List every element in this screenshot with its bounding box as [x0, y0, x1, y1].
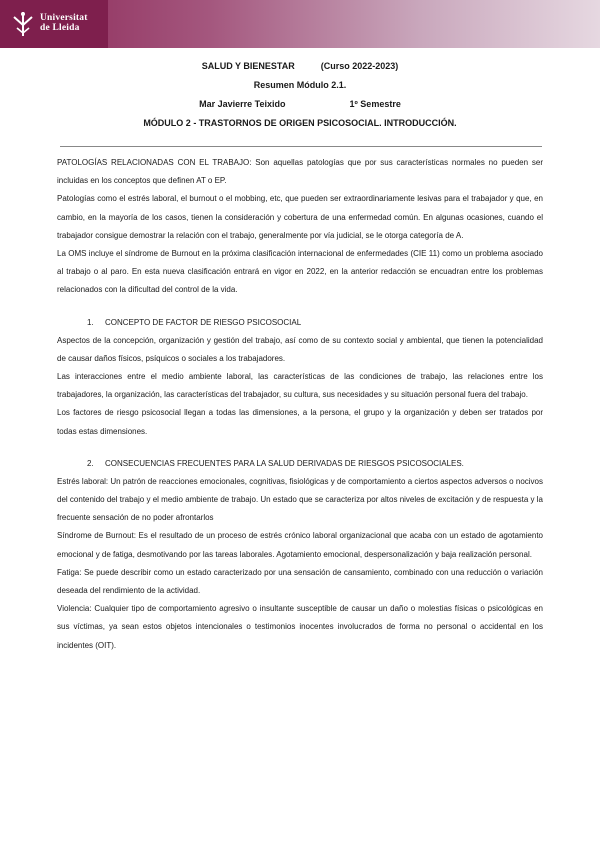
- author-line: [0, 95, 600, 114]
- section-2-number: 2.: [87, 458, 94, 468]
- section-2-title: CONSECUENCIAS FRECUENTES PARA LA SALUD DERIVADAS DE RIESGOS PSICOSOCIALES.: [105, 458, 464, 468]
- section-1-paragraph-2: Las interacciones entre el medio ambiente laboral, las características de las condiciones de trabajo, las relaciones entre los trabajadores, la organización, las características del trabajador, su cultura, sus necesidades y su situación personal fuera del trabajo.: [57, 372, 543, 400]
- section-2-paragraph-3: Fatiga: Se puede describir como un estado caracterizado por una sensación de cansamiento, combinado con una reducción o variación deseada del rendimiento de la actividad.: [57, 567, 543, 596]
- summary-title: Resumen Módulo 2.1.: [253, 80, 347, 90]
- university-logo: [0, 0, 108, 48]
- section-1-paragraph-1: Aspectos de la concepción, organización y gestión del trabajo, así como de su contexto social y ambiental, que tienen la potencialidad de causar daños físicos, psíquicos o sociales a los trabajadores.: [57, 335, 543, 363]
- document-body: [57, 154, 543, 655]
- document-titles: [0, 57, 600, 133]
- section-1-title: CONCEPTO DE FACTOR DE RIESGO PSICOSOCIAL: [105, 317, 302, 327]
- intro-paragraph-2: Patologías como el estrés laboral, el burnout o el mobbing, etc, que pueden ser extraordinariamente lesivas para el trabajador y que, en cambio, en la mayoría de los casos, tienen la consideración y cobertura de una enfermedad común. En algunas ocasiones, cuando el trabajador consigue demostrar la relación con el trabajo, generalmente por vía judicial, se le otorga categoría de A.: [57, 194, 543, 240]
- course-line: [0, 57, 600, 76]
- section-2-paragraph-4: Violencia: Cualquier tipo de comportamiento agresivo o insultante susceptible de causar un daño o molestias físicas o psicológicas en sus víctimas, ya sean estos objetos intencionales o testimonios inocentes involucrados de forma no personal o accidental en los incidentes (OIT).: [57, 604, 543, 650]
- logo-line-2: de Lleida: [40, 23, 80, 33]
- section-1-paragraph-3: Los factores de riesgo psicosocial llegan a todas las dimensiones, a la persona, el grupo y la organización y deben ser tratados por todas estas dimensiones.: [57, 408, 543, 436]
- section-2-heading: [57, 455, 543, 473]
- intro-paragraph-3: La OMS incluye el síndrome de Burnout en la próxima clasificación internacional de enfermedades (CIE 11) como un problema asociado al trabajo o al paro. En esta nueva clasificación entrará en vigor en 2022, en la anterior redacción se encuadran entre los problemas relacionados con la dificultad del control de la vida.: [57, 249, 543, 295]
- course-title: SALUD Y BIENESTAR: [201, 61, 295, 71]
- section-2-paragraph-2: Síndrome de Burnout: Es el resultado de un proceso de estrés crónico laboral organizacional que acaba con un estado de agotamiento emocional y de fatiga, desmotivando por las tareas laborales. Agotamiento emocional, despersonalización y baja realización personal.: [57, 531, 543, 559]
- course-year: (Curso 2022-2023): [320, 61, 399, 71]
- module-title: MÓDULO 2 - TRASTORNOS DE ORIGEN PSICOSOCIAL. INTRODUCCIÓN.: [143, 118, 457, 128]
- section-1-heading: [57, 314, 543, 332]
- author-name: Mar Javierre Teixido: [199, 99, 286, 109]
- title-divider: [60, 146, 542, 147]
- university-emblem-icon: [10, 11, 36, 37]
- section-2-paragraph-1: Estrés laboral: Un patrón de reacciones emocionales, cognitivas, fisiológicas y de comportamiento a ciertos aspectos adversos o nocivos del contenido del trabajo y el medio ambiente de trabajo. Un estado que se caracteriza por altos niveles de excitación y de respuesta y la frecuente sensación de no poder afrontarlos: [57, 476, 543, 523]
- semester: 1º Semestre: [349, 99, 401, 109]
- logo-line-1: Universitat: [40, 13, 88, 23]
- intro-paragraph-1: PATOLOGÍAS RELACIONADAS CON EL TRABAJO: Son aquellas patologías que por sus características normales no pueden ser incluidas en los conceptos que definen AT o EP.: [57, 158, 543, 186]
- page-header: [0, 0, 600, 48]
- section-1-number: 1.: [87, 317, 94, 327]
- logo-wordmark: [40, 13, 88, 33]
